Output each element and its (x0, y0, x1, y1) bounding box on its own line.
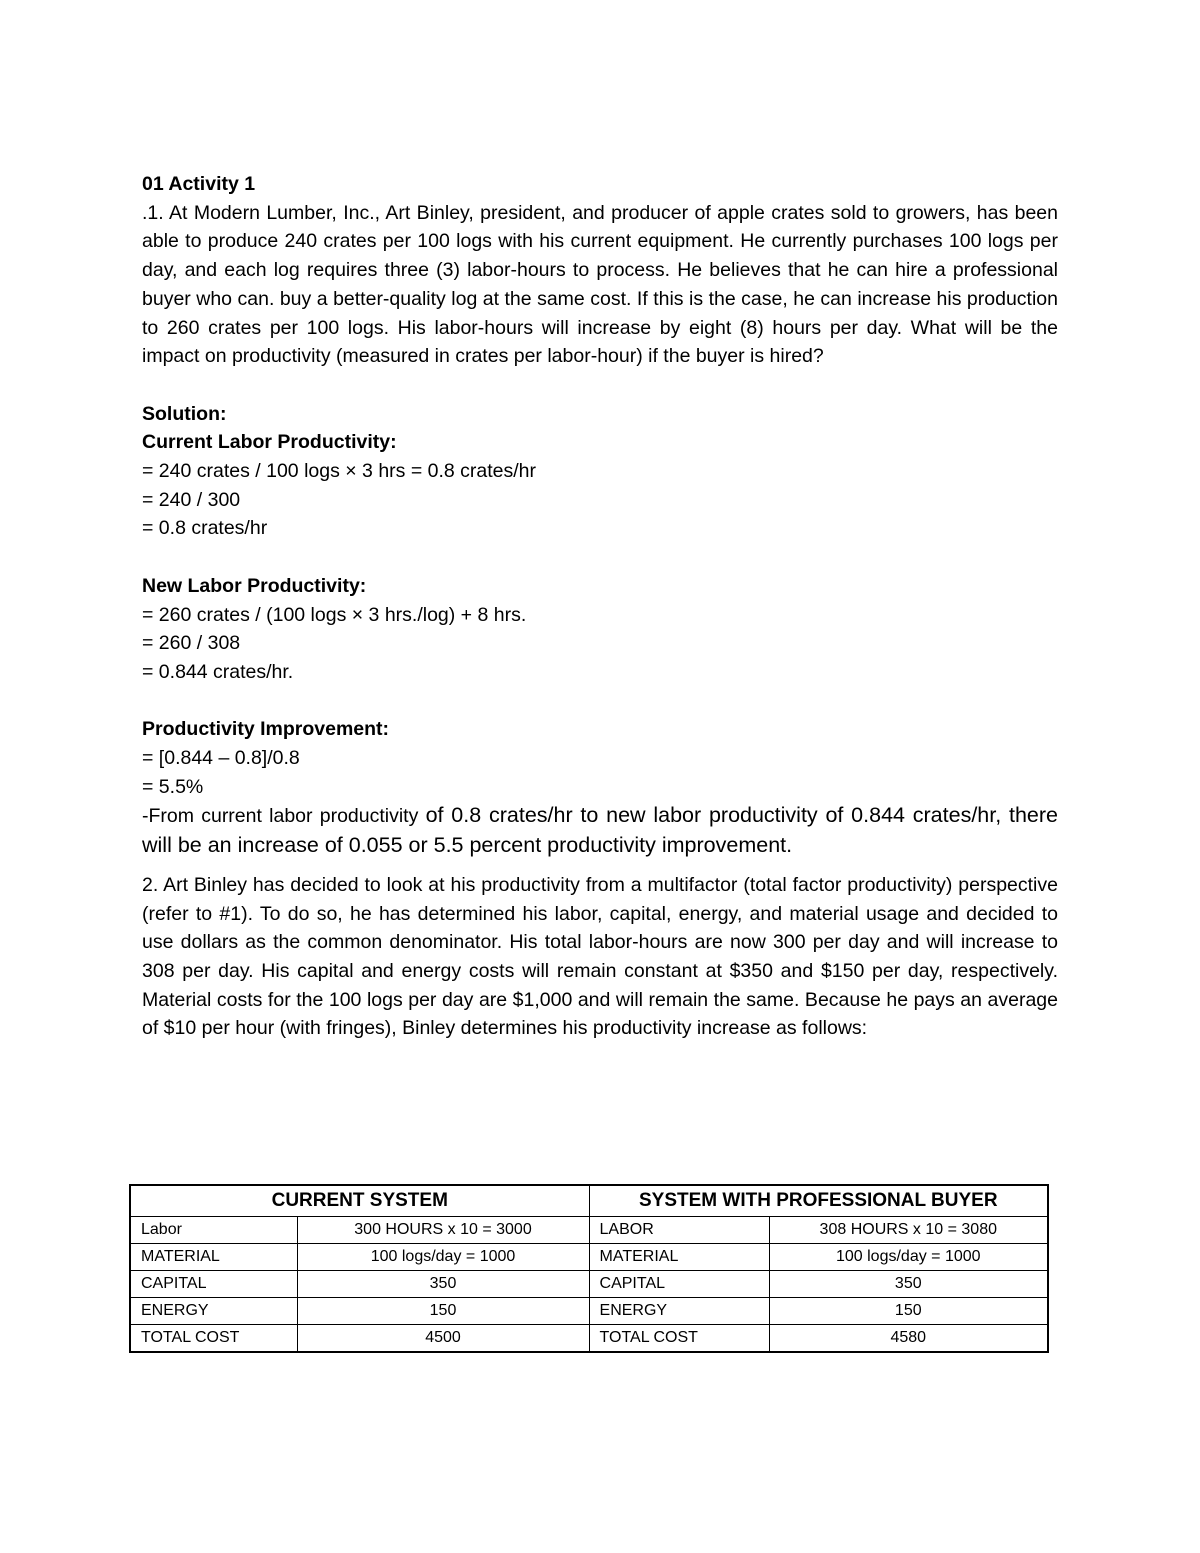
professional-buyer-header: SYSTEM WITH PROFESSIONAL BUYER (589, 1185, 1048, 1217)
cell-value: 4500 (297, 1325, 589, 1353)
improvement-heading: Productivity Improvement: (142, 718, 390, 741)
activity-title: 01 Activity 1 (142, 173, 256, 195)
new-equation-line: = 0.844 crates/hr. (142, 660, 294, 683)
cell-value: 100 logs/day = 1000 (769, 1244, 1048, 1271)
cell-label: CAPITAL (130, 1271, 297, 1298)
cell-value: 4580 (769, 1325, 1048, 1353)
document-body (142, 170, 1058, 1043)
problem-2-text: 2. Art Binley has decided to look at his productivity from a multifactor (total factor productivity) perspective (refer to #1). To do so, he has determined his labor, capital, energy, and material usage and decided to use dollars as the common denominator. His total labor-hours are now 300 per day and will increase to 308 per day. His capital and energy costs will remain constant at $350 and $150 per day, respectively. Material costs for the 100 logs per day are $1,000 and will remain the same. Because he pays an average of $10 per hour (with fringes), Binley determines his productivity increase as follows: (142, 873, 1058, 1040)
table-row (130, 1217, 1048, 1244)
table-row (130, 1244, 1048, 1271)
new-equation-line: = 260 crates / (100 logs × 3 hrs./log) + 8 hrs. (142, 603, 527, 626)
productivity-cost-table (129, 1184, 1049, 1353)
cell-label: ENERGY (589, 1298, 769, 1325)
conclusion-rest: of 0.8 crates/hr to new labor productivity of 0.844 crates/hr, there will be an increase of 0.055 or 5.5 percent productivity improvement. (142, 803, 1058, 858)
new-equation-line: = 260 / 308 (142, 632, 241, 655)
cell-label: ENERGY (130, 1298, 297, 1325)
improvement-equation-line: = 5.5% (142, 775, 204, 798)
table-row (130, 1298, 1048, 1325)
current-equation-line: = 240 / 300 (142, 488, 241, 511)
cell-label: Labor (130, 1217, 297, 1244)
cell-value: 350 (297, 1271, 589, 1298)
new-productivity-heading: New Labor Productivity: (142, 574, 367, 597)
table-row (130, 1325, 1048, 1353)
improvement-equation-line: = [0.844 – 0.8]/0.8 (142, 747, 300, 770)
cell-value: 100 logs/day = 1000 (297, 1244, 589, 1271)
table-row (130, 1271, 1048, 1298)
table-header-row (130, 1185, 1048, 1217)
cell-value: 300 HOURS x 10 = 3000 (297, 1217, 589, 1244)
cell-label: MATERIAL (130, 1244, 297, 1271)
cell-value: 150 (769, 1298, 1048, 1325)
current-system-header: CURRENT SYSTEM (130, 1185, 589, 1217)
current-equation-line: = 0.8 crates/hr (142, 517, 268, 540)
problem-1-text: .1. At Modern Lumber, Inc., Art Binley, president, and producer of apple crates sold to growers, has been able to produce 240 crates per 100 logs with his current equipment. He currently purchases 100 logs per day, and each log requires three (3) labor-hours to process. He believes that he can hire a professional buyer who can. buy a better-quality log at the same cost. If this is the case, he can increase his production to 260 crates per 100 logs. His labor-hours will increase by eight (8) hours per day. What will be the impact on productivity (measured in crates per labor-hour) if the buyer is hired? (142, 201, 1058, 368)
solution-heading: Solution: (142, 402, 227, 425)
cell-label: TOTAL COST (130, 1325, 297, 1353)
cell-value: 150 (297, 1298, 589, 1325)
cell-label: MATERIAL (589, 1244, 769, 1271)
conclusion-start: -From current labor productivity (142, 805, 426, 828)
cell-label: TOTAL COST (589, 1325, 769, 1353)
current-equation-line: = 240 crates / 100 logs × 3 hrs = 0.8 crates/hr (142, 460, 537, 483)
cell-label: LABOR (589, 1217, 769, 1244)
cell-value: 350 (769, 1271, 1048, 1298)
improvement-conclusion (142, 801, 1058, 860)
cell-value: 308 HOURS x 10 = 3080 (769, 1217, 1048, 1244)
cell-label: CAPITAL (589, 1271, 769, 1298)
current-productivity-heading: Current Labor Productivity: (142, 431, 397, 454)
